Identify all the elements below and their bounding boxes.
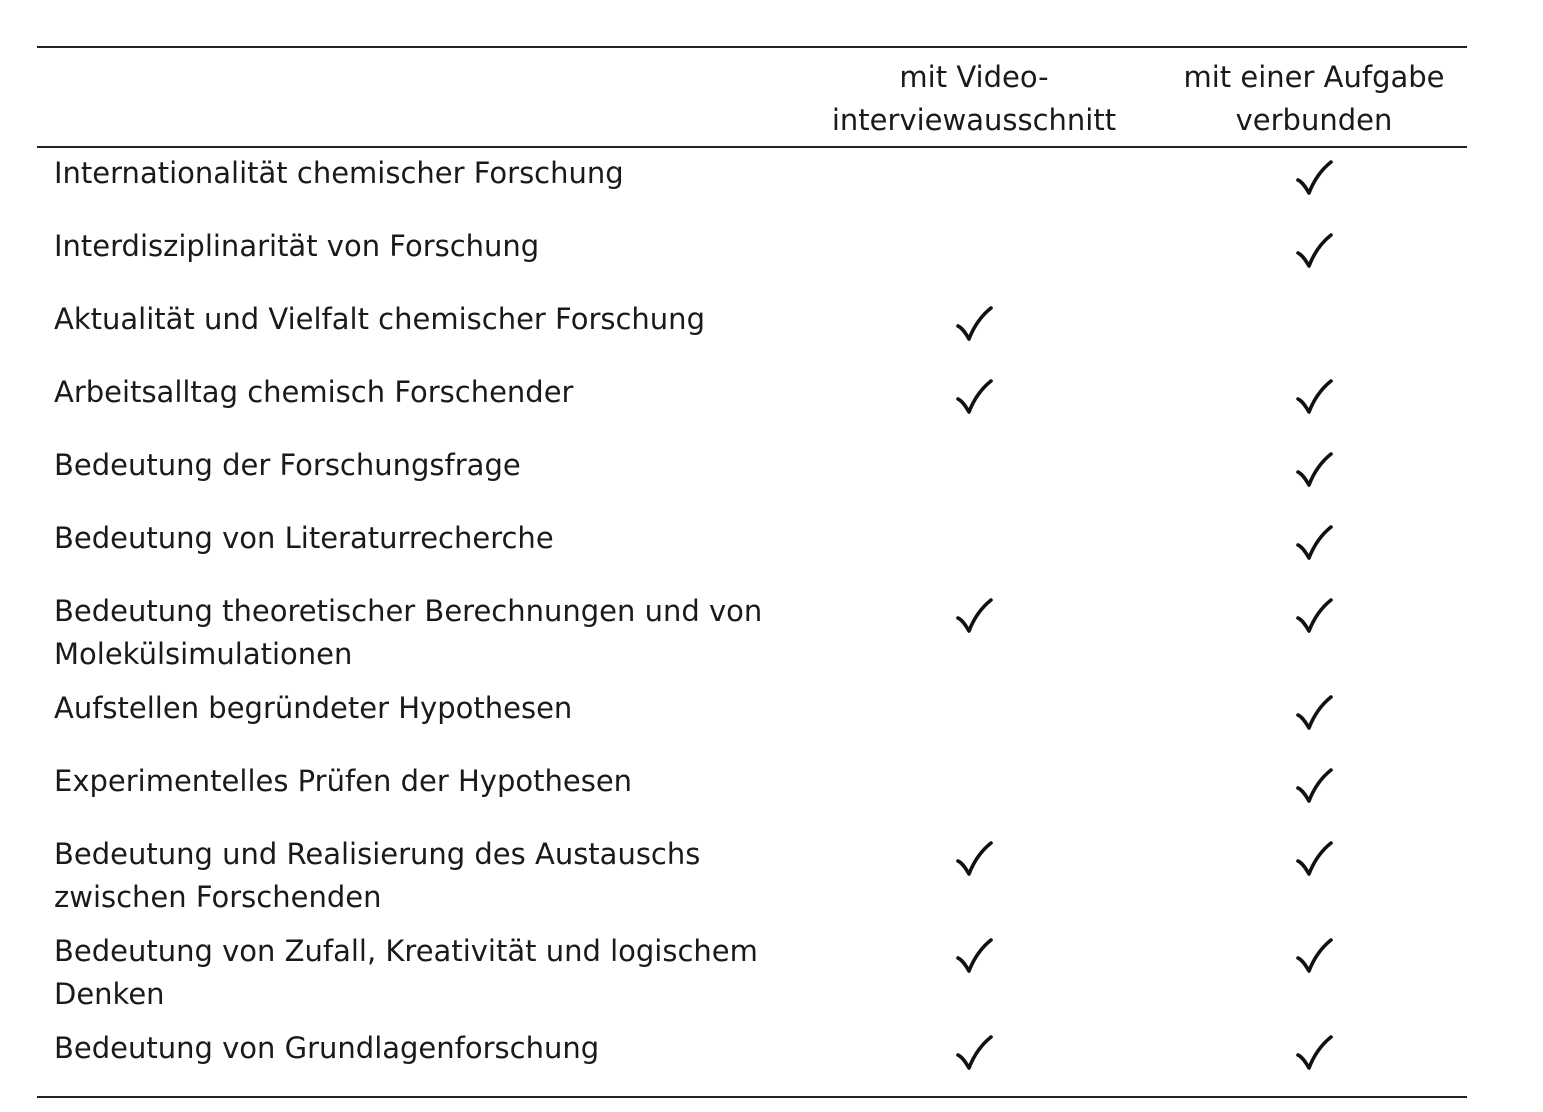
check-icon <box>1294 693 1334 733</box>
check-icon <box>1294 158 1334 198</box>
video-mark-cell <box>787 294 1161 367</box>
video-mark-cell <box>787 926 1161 1023</box>
table-row <box>37 586 1467 683</box>
table-row <box>37 221 1467 294</box>
check-icon <box>1294 766 1334 806</box>
video-mark-cell <box>787 147 1161 221</box>
topic-text: Interdisziplinarität von Forschung <box>54 229 540 263</box>
header-topic <box>37 47 787 147</box>
topic-text: Internationalität chemischer Forschung <box>54 156 624 190</box>
table-row <box>37 147 1467 221</box>
topic-cell <box>37 513 787 586</box>
feature-table <box>37 46 1467 1098</box>
check-icon <box>1294 377 1334 417</box>
header-video <box>787 47 1161 147</box>
table-row <box>37 440 1467 513</box>
video-mark-cell <box>787 1023 1161 1097</box>
topic-cell <box>37 221 787 294</box>
topic-text: Aktualität und Vielfalt chemischer Forschung <box>54 302 705 336</box>
task-mark-cell <box>1161 513 1467 586</box>
video-mark-cell <box>787 221 1161 294</box>
check-icon <box>954 377 994 417</box>
topic-text: Aufstellen begründeter Hypothesen <box>54 691 573 725</box>
task-mark-cell <box>1161 147 1467 221</box>
check-icon <box>954 839 994 879</box>
header-task <box>1161 47 1467 147</box>
check-icon <box>1294 839 1334 879</box>
task-mark-cell <box>1161 926 1467 1023</box>
header-task-line-1: mit einer Aufgabe <box>1183 60 1445 94</box>
topic-cell <box>37 756 787 829</box>
check-icon <box>1294 450 1334 490</box>
table-row <box>37 926 1467 1023</box>
task-mark-cell <box>1161 221 1467 294</box>
topic-text: Bedeutung von Grundlagenforschung <box>54 1031 600 1065</box>
task-mark-cell <box>1161 756 1467 829</box>
topic-cell <box>37 683 787 756</box>
topic-cell <box>37 926 787 1023</box>
topic-text: zwischen Forschenden <box>54 880 382 914</box>
video-mark-cell <box>787 513 1161 586</box>
check-icon <box>954 596 994 636</box>
topic-text: Molekülsimulationen <box>54 637 353 671</box>
header-row <box>37 47 1467 147</box>
check-icon <box>1294 936 1334 976</box>
table-row <box>37 294 1467 367</box>
feature-table-container <box>37 46 1467 1098</box>
task-mark-cell <box>1161 367 1467 440</box>
topic-text: Experimentelles Prüfen der Hypothesen <box>54 764 633 798</box>
check-icon <box>1294 596 1334 636</box>
topic-text: Bedeutung und Realisierung des Austauschs <box>54 837 701 871</box>
topic-cell <box>37 147 787 221</box>
topic-text: Bedeutung von Literaturrecherche <box>54 521 554 555</box>
video-mark-cell <box>787 829 1161 926</box>
topic-text: Arbeitsalltag chemisch Forschender <box>54 375 574 409</box>
topic-cell <box>37 440 787 513</box>
topic-text: Bedeutung von Zufall, Kreativität und logischem <box>54 934 758 968</box>
task-mark-cell <box>1161 586 1467 683</box>
video-mark-cell <box>787 683 1161 756</box>
task-mark-cell <box>1161 440 1467 513</box>
check-icon <box>954 304 994 344</box>
check-icon <box>1294 231 1334 271</box>
check-icon <box>1294 523 1334 563</box>
topic-cell <box>37 586 787 683</box>
task-mark-cell <box>1161 683 1467 756</box>
check-icon <box>954 1033 994 1073</box>
check-icon <box>1294 1033 1334 1073</box>
topic-cell <box>37 367 787 440</box>
check-icon <box>954 936 994 976</box>
table-row <box>37 756 1467 829</box>
topic-text: Bedeutung der Forschungsfrage <box>54 448 521 482</box>
video-mark-cell <box>787 367 1161 440</box>
topic-cell <box>37 1023 787 1097</box>
topic-cell <box>37 829 787 926</box>
header-task-line-2: verbunden <box>1235 103 1393 137</box>
table-row <box>37 513 1467 586</box>
topic-cell <box>37 294 787 367</box>
task-mark-cell <box>1161 829 1467 926</box>
topic-text: Denken <box>54 977 165 1011</box>
table-row <box>37 683 1467 756</box>
video-mark-cell <box>787 586 1161 683</box>
task-mark-cell <box>1161 1023 1467 1097</box>
table-row <box>37 829 1467 926</box>
table-body <box>37 147 1467 1097</box>
table-header <box>37 47 1467 147</box>
task-mark-cell <box>1161 294 1467 367</box>
topic-text: Bedeutung theoretischer Berechnungen und von <box>54 594 763 628</box>
table-row <box>37 367 1467 440</box>
header-video-line-1: mit Video- <box>899 60 1049 94</box>
table-row <box>37 1023 1467 1097</box>
header-video-line-2: interviewausschnitt <box>831 103 1117 137</box>
video-mark-cell <box>787 440 1161 513</box>
video-mark-cell <box>787 756 1161 829</box>
